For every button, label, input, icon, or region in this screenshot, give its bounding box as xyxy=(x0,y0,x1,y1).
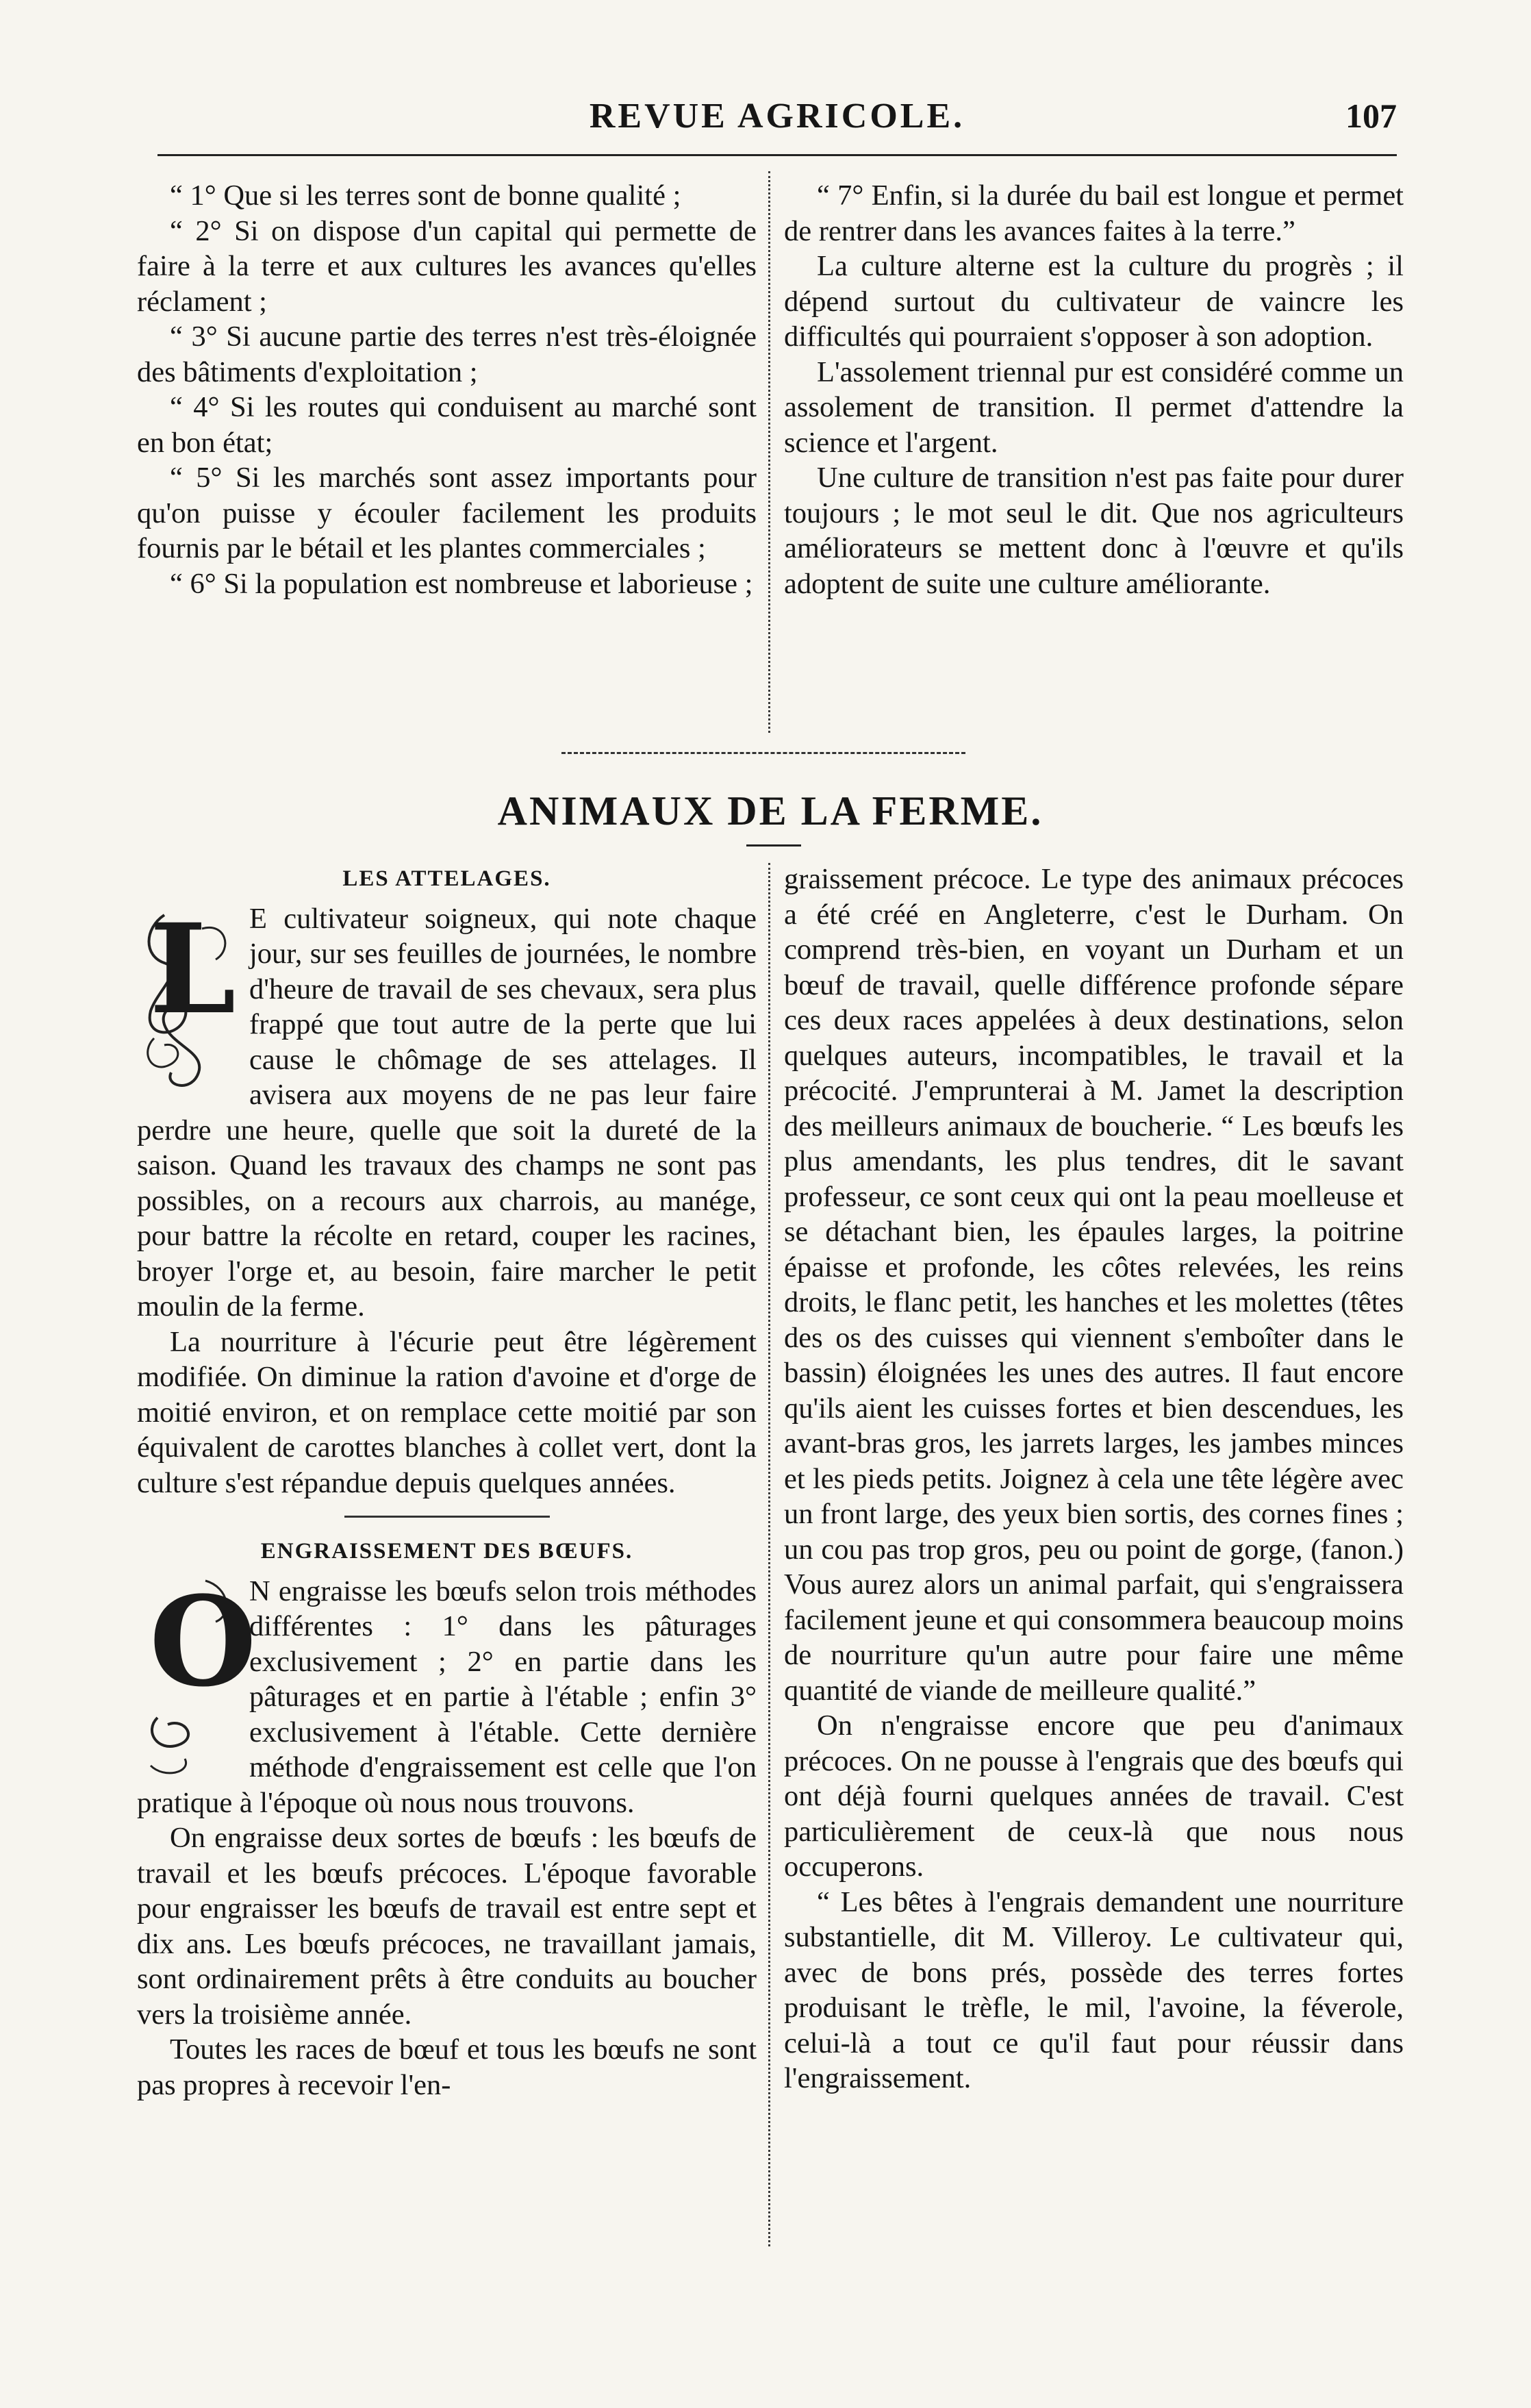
conditions-right-column xyxy=(784,178,1404,601)
subsection-rule xyxy=(344,1516,550,1518)
conditions-left-column xyxy=(137,178,757,601)
paragraph: graissement précoce. Le type des animaux précoces a été créé en Angleterre, c'est le Durham. On comprend très-bien, en voyant un Durham et un bœuf de travail, quelle différence profonde sépare ces deux races appelées à deux destinations, selon quelques auteurs, incompatibles, le travail et la précocité. J'emprunterai à M. Jamet la description des meilleurs animaux de boucherie. “ Les bœufs les plus amendants, les plus tendres, dit le savant professeur, ce sont ceux qui ont la peau moelleuse et se détachant bien, les épaules larges, la poitrine épaisse et profonde, les côtes relevées, les reins droits, le flanc petit, les hanches et les molettes (têtes des os des cuisses qui viennent s'emboîter dans le bassin) éloignées les unes des autres. Il faut encore qu'ils aient les cuisses fortes et bien descendues, les avant-bras gros, les jarrets larges, les jambes minces et les pieds petits. Joignez à cela une tête légère avec un front large, des yeux bien sortis, des cornes fines ; un cou pas trop gros, peu ou point de gorge, (fanon.) Vous aurez alors un animal parfait, qui s'engraissera facilement jeune et qui consommera beaucoup moins de nourriture qu'un autre pour faire une même quantité de viande de meilleure qualité.” xyxy=(784,863,1404,1707)
column-divider xyxy=(768,863,770,2246)
running-title: REVUE AGRICOLE. xyxy=(589,97,965,136)
paragraph: La nourriture à l'écurie peut être légèrement modifiée. On diminue la ration d'avoine et d'orge de moitié environ, et on remplace cette moitié par son équivalent de carottes blanches à collet vert, dont la culture s'est répandue depuis quelques années. xyxy=(137,1325,757,1499)
paragraph: On engraisse deux sortes de bœufs : les bœufs de travail et les bœufs précoces. L'époque favorable pour engraisser les bœufs de travail est entre sept et dix ans. Les bœufs précoces, ne travaillant jamais, sont ordinairement prêts à être conduits au boucher vers la troisième année. xyxy=(137,1822,757,2031)
paragraph: N engraisse les bœufs selon trois méthodes différentes : 1° dans les pâturages exclusivement ; 2° en partie dans les pâturages et en partie à l'étable ; enfin 3° exclusivement à l'étable. Cette dernière méthode d'engraissement est celle que l'on pratique à l'époque où nous nous trouvons. xyxy=(137,1575,757,1819)
title-rule xyxy=(746,844,801,846)
condition-item: “ 3° Si aucune partie des terres n'est très-éloignée des bâtiments d'exploitation ; xyxy=(137,321,757,388)
attelages-article xyxy=(137,896,757,1501)
paragraph: On n'engraisse encore que peu d'animaux précoces. On ne pousse à l'engrais que des bœufs qui ont déjà fourni quelques années de travail. C'est particulièrement de ceux-là que nous nous occuperons. xyxy=(784,1709,1404,1883)
condition-item: “ 7° Enfin, si la durée du bail est longue et permet de rentrer dans les avances faites à la terre.” xyxy=(784,179,1404,247)
ornamental-drop-cap xyxy=(137,896,240,1107)
running-head xyxy=(157,96,1397,151)
condition-item: “ 6° Si la population est nombreuse et laborieuse ; xyxy=(170,567,753,600)
header-rule xyxy=(157,154,1397,156)
paragraph: Une culture de transition n'est pas faite pour durer toujours ; le mot seul le dit. Que nos agriculteurs améliorateurs se mettent donc à l'œuvre et qu'ils adoptent de suite une culture améliorante. xyxy=(784,462,1404,600)
column-divider xyxy=(768,171,770,733)
page-number: 107 xyxy=(1345,97,1397,135)
condition-item: “ 2° Si on dispose d'un capital qui permette de faire à la terre et aux cultures les avances qu'elles réclament ; xyxy=(137,214,757,318)
section-title: ANIMAUX DE LA FERME. xyxy=(497,788,1043,833)
drop-cap-letter: L xyxy=(149,896,236,1042)
drop-cap-letter: O xyxy=(149,1569,257,1714)
subsection-heading-engraissement: ENGRAISSEMENT DES BŒUFS. xyxy=(260,1539,633,1564)
ornamental-drop-cap xyxy=(137,1569,257,1779)
subsection-heading-attelages: LES ATTELAGES. xyxy=(342,866,551,891)
paragraph: L'assolement triennal pur est considéré comme un assolement de transition. Il permet d'attendre la science et l'argent. xyxy=(784,355,1404,459)
paragraph: La culture alterne est la culture du progrès ; il dépend surtout du cultivateur de vaincre les difficultés qui pourraient s'opposer à son adoption. xyxy=(784,250,1404,353)
paragraph: “ Les bêtes à l'engrais demandent une nourriture substantielle, dit M. Villeroy. Le cultivateur qui, avec de bons prés, possède des terres fortes produisant le trèfle, le mil, l'avoine, la féverole, celui-là a tout ce qu'il faut pour réussir dans l'engraissement. xyxy=(784,1885,1404,2094)
article-left-column xyxy=(137,862,757,2103)
engraissement-article xyxy=(137,1569,757,2103)
paragraph: Toutes les races de bœuf et tous les bœufs ne sont pas propres à recevoir l'en- xyxy=(137,2033,757,2101)
condition-item: “ 5° Si les marchés sont assez importants pour qu'on puisse y écouler facilement les produits fournis par le bétail et les plantes commerciales ; xyxy=(137,462,757,564)
condition-item: “ 1° Que si les terres sont de bonne qualité ; xyxy=(170,179,681,212)
article-right-column xyxy=(784,862,1404,2096)
condition-item: “ 4° Si les routes qui conduisent au marché sont en bon état; xyxy=(137,391,757,459)
paragraph: E cultivateur soigneux, qui note chaque jour, sur ses feuilles de journées, le nombre d'heure de travail de ses chevaux, sera plus frappé que tout autre de la perte que lui cause le chômage de ses attelages. Il avisera aux moyens de ne pas leur faire perdre une heure, quelle que soit la dureté de la saison. Quand les travaux des champs ne sont pas possibles, on a recours aux charrois, au manége, pour battre la récolte en retard, couper les racines, broyer l'orge et, au besoin, faire marcher le petit moulin de la ferme. xyxy=(137,902,757,1322)
section-separator xyxy=(561,752,965,754)
